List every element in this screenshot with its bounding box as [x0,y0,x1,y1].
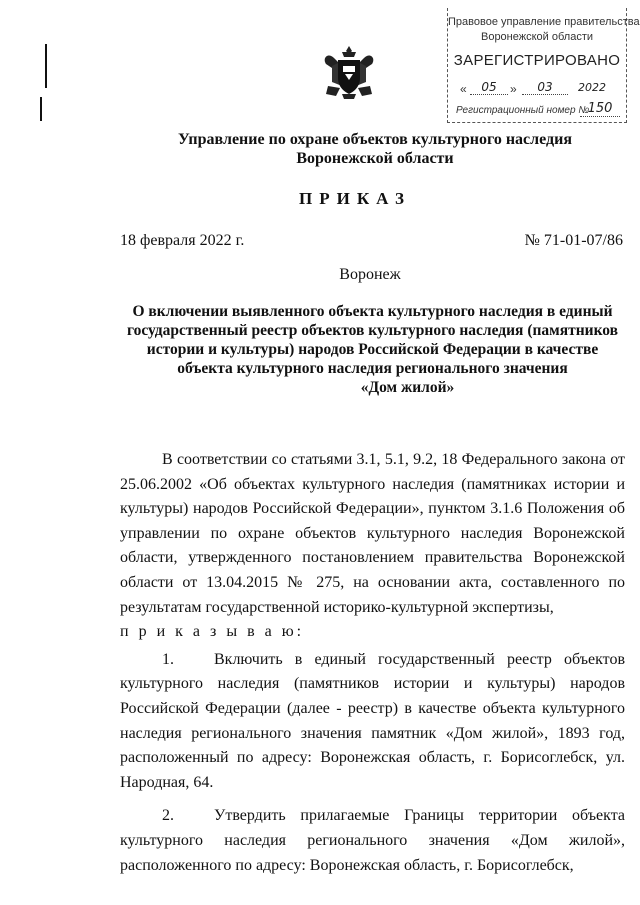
stamp-date-year: 2022 [578,81,606,94]
order-city: Воронеж [339,266,401,283]
stamp-date: « 05 » 03 2022 [460,80,606,96]
document-type-title: ПРИКАЗ [299,189,411,208]
order-subject [120,302,625,397]
margin-mark-1 [45,44,47,88]
order-item-1 [120,648,625,796]
stamp-number-label: Регистрационный номер № [456,105,590,116]
issuing-organization-line2: Воронежской области [296,150,454,167]
issuing-organization-line1: Управление по охране объектов культурного наследия [178,131,572,148]
subject-line1: О включении выявленного объекта культурного наследия в единый [132,303,613,320]
stamp-number-value: 150 [580,101,620,117]
order-item-2-number: 2. [162,807,174,825]
order-item-2-text: Утвердить прилагаемые Границы территории объекта культурного наследия регионального значения «Дом жилой», расположенного по адресу: Воронежская область, г. Борисоглебск, [120,807,625,874]
order-date: 18 февраля 2022 г. [120,232,245,249]
order-item-2 [120,804,625,878]
order-item-1-text: Включить в единый государственный реестр объектов культурного наследия (памятников истории и культуры) народов Российской Федерации (далее - реестр) в качестве объекта культурного наследия регионального значения памятник «Дом жилой», 1893 год, расположенный по адресу: Воронежская область, г. Борисоглебск, ул. Народная, 64. [120,650,625,791]
subject-line3: истории и культуры) народов Российской Федерации в качестве [146,341,599,358]
stamp-date-month: 03 [522,80,568,95]
registration-stamp [447,8,640,123]
order-word: п р и к а з ы в а ю: [120,623,305,641]
order-number: № 71-01-07/86 [524,232,623,249]
preamble-paragraph: В соответствии со статьями 3.1, 5.1, 9.2, 18 Федерального закона от 25.06.2002 «Об объектах культурного наследия (памятниках истории и культуры) народов Российской Федерации», пунктом 3.1.6 Положения об управлении по охране объектов культурного наследия Воронежской области, утвержденного постановлением правительства Воронежской области от 13.04.2015 № 275, на основании акта, составленного по результатам государственной историко-культурной экспертизы, [120,451,625,616]
stamp-registered-label: ЗАРЕГИСТРИРОВАНО [453,52,621,69]
subject-line4: объекта культурного наследия регионального значения [177,360,568,377]
subject-line5: «Дом жилой» [360,379,455,396]
stamp-date-day: 05 [470,80,508,95]
coat-of-arms-emblem [318,42,380,102]
stamp-org-line1: Правовое управление правительства [448,16,640,28]
order-body [120,448,625,878]
margin-mark-2 [40,97,42,121]
subject-line2: государственный реестр объектов культурного наследия (памятников [126,322,619,339]
order-item-1-number: 1. [162,650,174,668]
stamp-registration-number [456,101,622,120]
stamp-org-line2: Воронежской области [480,31,593,43]
